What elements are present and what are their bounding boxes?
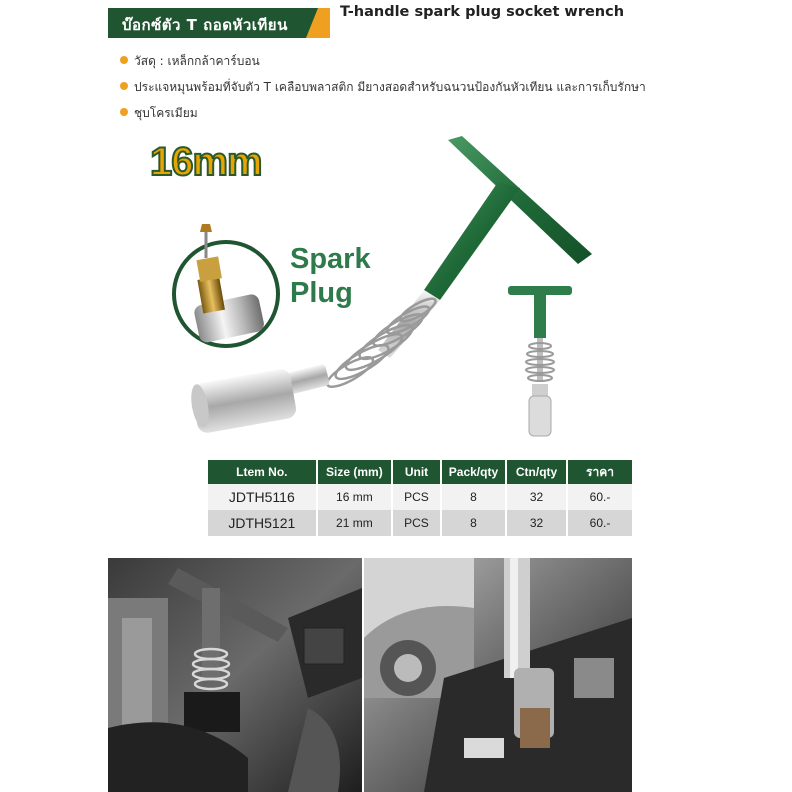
bullet-dot-icon bbox=[120, 56, 128, 64]
callout-line2: Plug bbox=[290, 277, 353, 309]
bullet-dot-icon bbox=[120, 82, 128, 90]
callout-line1: Spark bbox=[290, 243, 371, 275]
col-header-size: Size (mm) bbox=[317, 460, 392, 484]
t-handle-wrench-icon bbox=[500, 280, 580, 440]
header-thai-title: บ๊อกซ์ตัว T ถอดหัวเทียน bbox=[122, 16, 288, 34]
cell-unit: PCS bbox=[392, 484, 441, 510]
cell-price: 60.- bbox=[567, 510, 632, 536]
cell-item: JDTH5121 bbox=[208, 510, 317, 536]
cell-ctn: 32 bbox=[506, 510, 567, 536]
col-header-unit: Unit bbox=[392, 460, 441, 484]
col-header-ctn: Ctn/qty bbox=[506, 460, 567, 484]
cell-pack: 8 bbox=[441, 510, 506, 536]
col-header-price: ราคา bbox=[567, 460, 632, 484]
cell-price: 60.- bbox=[567, 484, 632, 510]
cell-unit: PCS bbox=[392, 510, 441, 536]
usage-photo-left bbox=[108, 558, 362, 792]
table-row bbox=[208, 484, 632, 510]
spec-table bbox=[208, 460, 632, 536]
bullet-dot-icon bbox=[120, 108, 128, 116]
table-row bbox=[208, 510, 632, 536]
cell-size: 16 mm bbox=[317, 484, 392, 510]
cell-pack: 8 bbox=[441, 484, 506, 510]
col-header-item: Ltem No. bbox=[208, 460, 317, 484]
col-header-pack: Pack/qty bbox=[441, 460, 506, 484]
size-label: 16mm bbox=[150, 140, 262, 184]
feature-text: ประแจหมุนพร้อมที่จับตัว T เคลือบพลาสติก มียางสอดสำหรับฉนวนป้องกันหัวเทียน และการเก็บรักษา bbox=[134, 80, 646, 94]
header-english-title: T-handle spark plug socket wrench bbox=[340, 4, 625, 20]
header-badge bbox=[108, 8, 330, 38]
feature-text: วัสดุ : เหล็กกล้าคาร์บอน bbox=[134, 54, 260, 68]
usage-photo-right bbox=[364, 558, 632, 792]
feature-item bbox=[120, 52, 260, 71]
feature-item bbox=[120, 104, 198, 123]
cell-size: 21 mm bbox=[317, 510, 392, 536]
feature-item bbox=[120, 78, 646, 97]
feature-text: ชุบโครเมียม bbox=[134, 106, 198, 120]
cell-ctn: 32 bbox=[506, 484, 567, 510]
cell-item: JDTH5116 bbox=[208, 484, 317, 510]
table-header-row bbox=[208, 460, 632, 484]
